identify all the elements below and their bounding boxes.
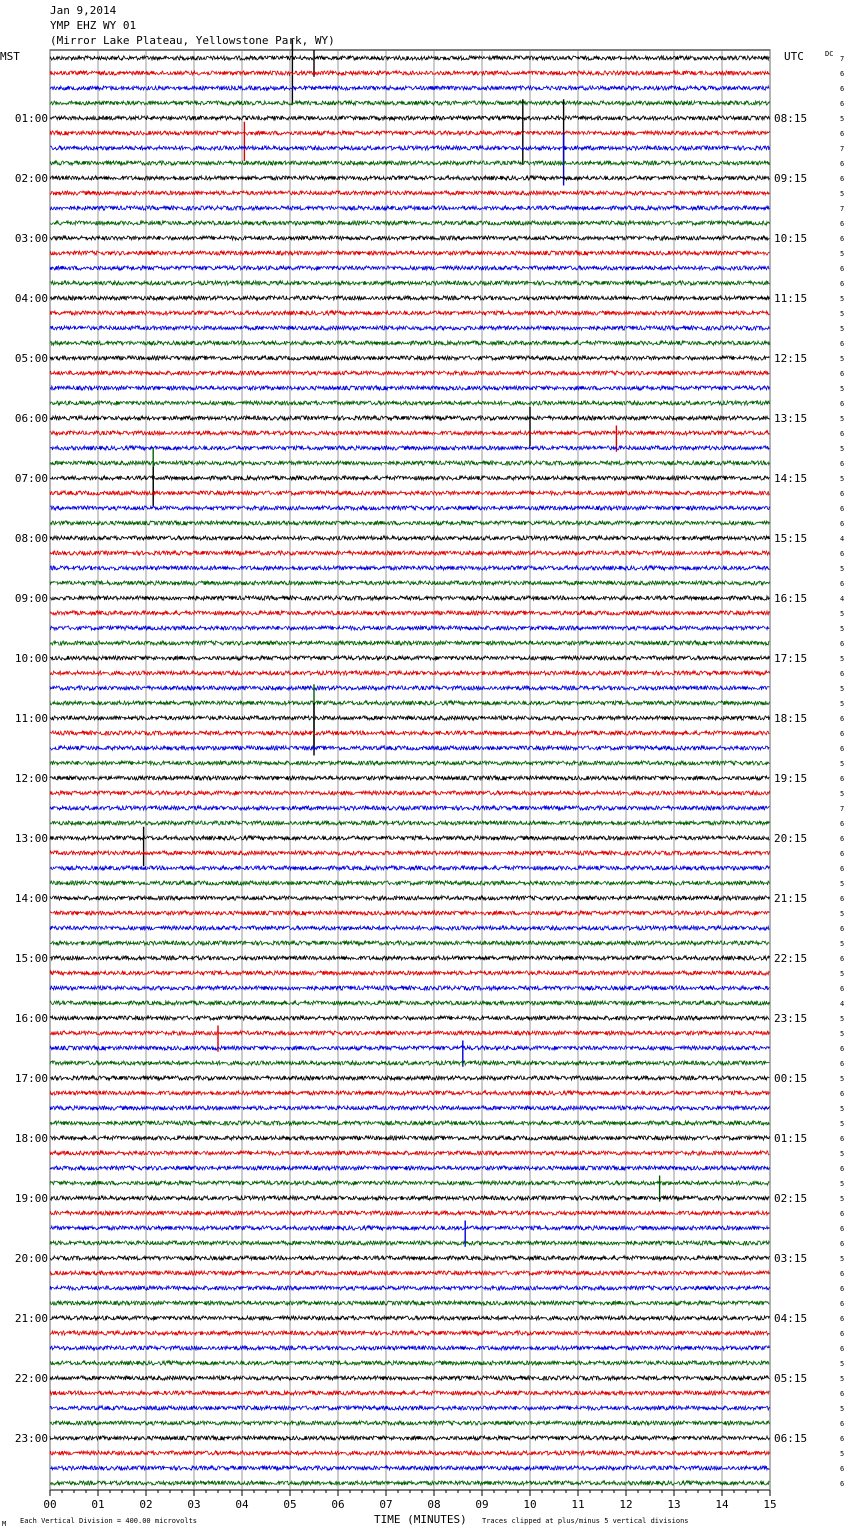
dc-offset: 6 [840,775,845,783]
dc-offset: 5 [840,1195,845,1203]
left-hour-label: 04:00 [14,292,48,305]
right-hour-label: 15:15 [774,532,808,545]
dc-offset: 7 [840,145,845,153]
dc-offset: 5 [840,1150,845,1158]
dc-offset: 5 [840,1105,845,1113]
right-hour-label: 00:15 [774,1072,808,1085]
seismic-trace [50,1151,769,1155]
seismic-trace [50,221,769,225]
dc-offset: 5 [840,790,845,798]
dc-offset: 6 [840,505,845,513]
seismic-trace [50,311,769,315]
dc-offset: 6 [840,1480,845,1488]
dc-offset: 4 [840,535,845,543]
right-hour-label: 08:15 [774,112,808,125]
seismic-trace [50,1046,769,1050]
seismic-trace [50,1301,769,1305]
x-tick-label: 01 [91,1498,105,1511]
right-hour-label: 01:15 [774,1132,808,1145]
seismic-trace [50,1241,769,1245]
footer-left-mark: M [2,1520,7,1528]
dc-offset: 5 [840,325,845,333]
dc-offset: 6 [840,1435,845,1443]
dc-offset: 5 [840,1030,845,1038]
dc-offset: 6 [840,670,845,678]
left-hour-label: 08:00 [14,532,48,545]
dc-offset: 6 [840,865,845,873]
dc-offset: 6 [840,175,845,183]
dc-offset: 5 [840,1360,845,1368]
dc-offset: 6 [840,745,845,753]
seismic-trace [50,926,769,930]
seismic-trace [50,1466,769,1470]
dc-offset: 5 [840,610,845,618]
dc-offset: 7 [840,805,845,813]
dc-offset: 6 [840,1285,845,1293]
dc-offset: 5 [840,115,845,123]
seismic-traces [50,39,769,1485]
right-hour-label: 13:15 [774,412,808,425]
seismic-trace [50,251,769,255]
seismic-trace [50,476,769,480]
right-hour-label: 20:15 [774,832,808,845]
seismic-trace [50,1061,769,1065]
dc-offset: 6 [840,85,845,93]
dc-offset: 6 [840,400,845,408]
seismic-trace [50,1106,769,1110]
dc-offset: 5 [840,415,845,423]
axis-labels [15,55,844,1511]
seismic-trace [50,386,769,390]
seismic-trace [50,986,769,990]
seismic-trace [50,716,769,720]
dc-offset: 5 [840,1015,845,1023]
right-hour-label: 21:15 [774,892,808,905]
seismic-trace [50,206,769,210]
dc-offset: 6 [840,340,845,348]
dc-offset: 6 [840,490,845,498]
seismic-trace [50,1031,769,1035]
x-tick-label: 07 [379,1498,393,1511]
dc-offset: 5 [840,1375,845,1383]
dc-offset: 6 [840,1465,845,1473]
left-hour-label: 17:00 [14,1072,48,1085]
chart-date: Jan 9,2014 [50,4,117,17]
dc-offset: 5 [840,625,845,633]
seismic-trace [50,656,769,660]
seismic-trace [50,1196,769,1200]
dc-label: DC [825,50,834,58]
right-hour-label: 22:15 [774,952,808,965]
seismic-trace [50,356,769,360]
seismic-trace [50,1121,769,1125]
left-hour-label: 15:00 [14,952,48,965]
x-tick-label: 05 [283,1498,297,1511]
right-hour-label: 19:15 [774,772,808,785]
dc-offset: 6 [840,1090,845,1098]
seismic-trace [50,641,769,645]
seismic-trace [50,1436,769,1440]
station-code: YMP EHZ WY 01 [50,19,137,32]
dc-offset: 5 [840,940,845,948]
seismic-trace [50,1226,769,1230]
dc-offset: 6 [840,985,845,993]
dc-offset: 6 [840,100,845,108]
station-location: (Mirror Lake Plateau, Yellowstone Park, WY) [50,34,335,47]
seismic-trace [50,1361,769,1365]
dc-offset: 6 [840,925,845,933]
left-hour-label: 09:00 [14,592,48,605]
right-hour-label: 18:15 [774,712,808,725]
seismic-trace [50,551,769,555]
dc-offset: 4 [840,595,845,603]
x-tick-label: 13 [667,1498,681,1511]
seismic-trace [50,1376,769,1380]
right-hour-label: 02:15 [774,1192,808,1205]
clip-note: Traces clipped at plus/minus 5 vertical divisions [482,1517,689,1525]
seismic-trace [50,446,769,450]
seismic-trace [50,671,769,675]
seismic-trace [50,326,769,330]
seismic-trace [50,1136,769,1140]
dc-offset: 5 [840,970,845,978]
left-hour-label: 07:00 [14,472,48,485]
seismic-trace [50,896,769,900]
dc-offset: 5 [840,445,845,453]
x-tick-label: 15 [763,1498,777,1511]
seismic-trace [50,266,769,270]
seismic-trace [50,521,769,525]
seismic-trace [50,86,769,90]
seismic-trace [50,956,769,960]
right-hour-label: 06:15 [774,1432,808,1445]
dc-offset: 5 [840,565,845,573]
left-hour-label: 21:00 [14,1312,48,1325]
x-tick-label: 09 [475,1498,489,1511]
seismic-trace [50,566,769,570]
seismic-trace [50,341,769,345]
left-hour-label: 22:00 [14,1372,48,1385]
dc-offset: 5 [840,685,845,693]
dc-offset: 6 [840,715,845,723]
left-hour-label: 10:00 [14,652,48,665]
seismic-trace [50,116,769,120]
dc-offset: 5 [840,1120,845,1128]
seismic-trace [50,491,769,495]
dc-offset: 5 [840,475,845,483]
dc-offset: 5 [840,1450,845,1458]
seismic-trace [50,371,769,375]
dc-offset: 6 [840,1300,845,1308]
right-hour-label: 14:15 [774,472,808,485]
seismic-trace [50,161,769,165]
right-axis-title: UTC [784,50,804,63]
dc-offset: 5 [840,250,845,258]
right-hour-label: 11:15 [774,292,808,305]
dc-offset: 5 [840,355,845,363]
seismic-trace [50,1316,769,1320]
seismic-trace [50,1091,769,1095]
dc-offset: 6 [840,1210,845,1218]
seismic-trace [50,461,769,465]
seismic-trace [50,146,769,150]
x-tick-label: 12 [619,1498,633,1511]
dc-offset: 5 [840,1075,845,1083]
seismic-trace [50,1481,769,1485]
dc-offset: 4 [840,1000,845,1008]
left-hour-label: 11:00 [14,712,48,725]
dc-offset: 6 [840,835,845,843]
seismic-trace [50,581,769,585]
seismic-trace [50,1391,769,1395]
left-hour-label: 01:00 [14,112,48,125]
left-hour-label: 14:00 [14,892,48,905]
seismic-trace [50,1016,769,1020]
dc-offset: 7 [840,205,845,213]
dc-offset: 6 [840,70,845,78]
dc-offset: 6 [840,580,845,588]
x-tick-label: 06 [331,1498,345,1511]
dc-offset: 6 [840,1045,845,1053]
seismic-trace [50,1346,769,1350]
left-axis-title: MST [0,50,20,63]
seismic-trace [50,821,769,825]
seismic-trace [50,596,769,600]
dc-offset: 7 [840,55,845,63]
left-hour-label: 13:00 [14,832,48,845]
dc-offset: 5 [840,880,845,888]
seismic-trace [50,1166,769,1170]
seismic-trace [50,881,769,885]
dc-offset: 6 [840,430,845,438]
dc-offset: 6 [840,1420,845,1428]
seismic-trace [50,911,769,915]
x-tick-label: 10 [523,1498,537,1511]
seismic-trace [50,1211,769,1215]
seismic-trace [50,506,769,510]
left-hour-label: 18:00 [14,1132,48,1145]
seismic-trace [50,1421,769,1425]
seismic-trace [50,176,769,180]
left-hour-label: 02:00 [14,172,48,185]
dc-offset: 6 [840,1270,845,1278]
dc-offset: 6 [840,130,845,138]
seismic-trace [50,416,769,420]
dc-offset: 6 [840,850,845,858]
seismic-trace [50,71,769,75]
dc-offset: 6 [840,235,845,243]
right-hour-label: 10:15 [774,232,808,245]
dc-offset: 6 [840,820,845,828]
dc-offset: 6 [840,1225,845,1233]
seismic-trace [50,701,769,705]
left-hour-label: 06:00 [14,412,48,425]
seismic-trace [50,1076,769,1080]
seismic-trace [50,746,769,750]
x-tick-label: 00 [43,1498,57,1511]
seismic-trace [50,1286,769,1290]
x-tick-label: 03 [187,1498,201,1511]
dc-offset: 6 [840,1345,845,1353]
left-hour-label: 20:00 [14,1252,48,1265]
dc-offset: 6 [840,895,845,903]
x-tick-label: 02 [139,1498,153,1511]
seismic-trace [50,191,769,195]
seismic-trace [50,626,769,630]
dc-offset: 6 [840,160,845,168]
right-hour-label: 23:15 [774,1012,808,1025]
left-hour-label: 19:00 [14,1192,48,1205]
seismic-trace [50,851,769,855]
left-hour-label: 12:00 [14,772,48,785]
right-hour-label: 17:15 [774,652,808,665]
seismic-trace [50,686,769,690]
x-tick-label: 04 [235,1498,249,1511]
left-hour-label: 05:00 [14,352,48,365]
dc-offset: 5 [840,700,845,708]
right-hour-label: 04:15 [774,1312,808,1325]
right-hour-label: 16:15 [774,592,808,605]
dc-offset: 6 [840,370,845,378]
seismic-trace [50,1331,769,1335]
dc-offset: 5 [840,310,845,318]
seismic-trace [50,776,769,780]
seismic-trace [50,731,769,735]
dc-offset: 6 [840,265,845,273]
seismic-trace [50,761,769,765]
dc-offset: 5 [840,1255,845,1263]
dc-offset: 6 [840,955,845,963]
dc-offset: 5 [840,760,845,768]
dc-offset: 5 [840,1180,845,1188]
dc-offset: 5 [840,655,845,663]
dc-offset: 5 [840,295,845,303]
dc-offset: 6 [840,1135,845,1143]
seismic-trace [50,791,769,795]
seismic-trace [50,611,769,615]
dc-offset: 6 [840,280,845,288]
dc-offset: 5 [840,910,845,918]
seismic-trace [50,866,769,870]
dc-offset: 6 [840,1240,845,1248]
seismic-trace [50,236,769,240]
seismic-trace [50,1256,769,1260]
right-hour-label: 03:15 [774,1252,808,1265]
seismic-trace [50,836,769,840]
seismic-trace [50,536,769,540]
right-hour-label: 05:15 [774,1372,808,1385]
right-hour-label: 09:15 [774,172,808,185]
x-tick-label: 11 [571,1498,585,1511]
dc-offset: 5 [840,1405,845,1413]
dc-offset: 6 [840,1060,845,1068]
dc-offset: 5 [840,190,845,198]
dc-offset: 6 [840,220,845,228]
seismic-trace [50,131,769,135]
dc-offset: 5 [840,385,845,393]
dc-offset: 6 [840,730,845,738]
seismic-trace [50,1451,769,1455]
dc-offset: 6 [840,520,845,528]
dc-offset: 6 [840,1390,845,1398]
dc-offset: 6 [840,1330,845,1338]
seismic-trace [50,296,769,300]
seismic-trace [50,941,769,945]
seismic-trace [50,1406,769,1410]
seismic-trace [50,806,769,810]
dc-offset: 6 [840,460,845,468]
vertical-scale-note: Each Vertical Division = 400.00 microvolts [20,1517,198,1525]
left-hour-label: 23:00 [14,1432,48,1445]
x-tick-label: 14 [715,1498,729,1511]
dc-offset: 6 [840,1315,845,1323]
left-hour-label: 16:00 [14,1012,48,1025]
seismic-trace [50,1181,769,1185]
x-axis-title: TIME (MINUTES) [374,1513,467,1526]
seismic-trace [50,1001,769,1005]
seismic-trace [50,431,769,435]
seismic-trace [50,971,769,975]
seismic-trace [50,101,769,105]
seismic-trace [50,281,769,285]
seismic-trace [50,401,769,405]
dc-offset: 6 [840,640,845,648]
x-tick-label: 08 [427,1498,441,1511]
seismic-trace [50,56,769,60]
left-hour-label: 03:00 [14,232,48,245]
dc-offset: 6 [840,1165,845,1173]
seismic-trace [50,1271,769,1275]
dc-offset: 6 [840,550,845,558]
right-hour-label: 12:15 [774,352,808,365]
